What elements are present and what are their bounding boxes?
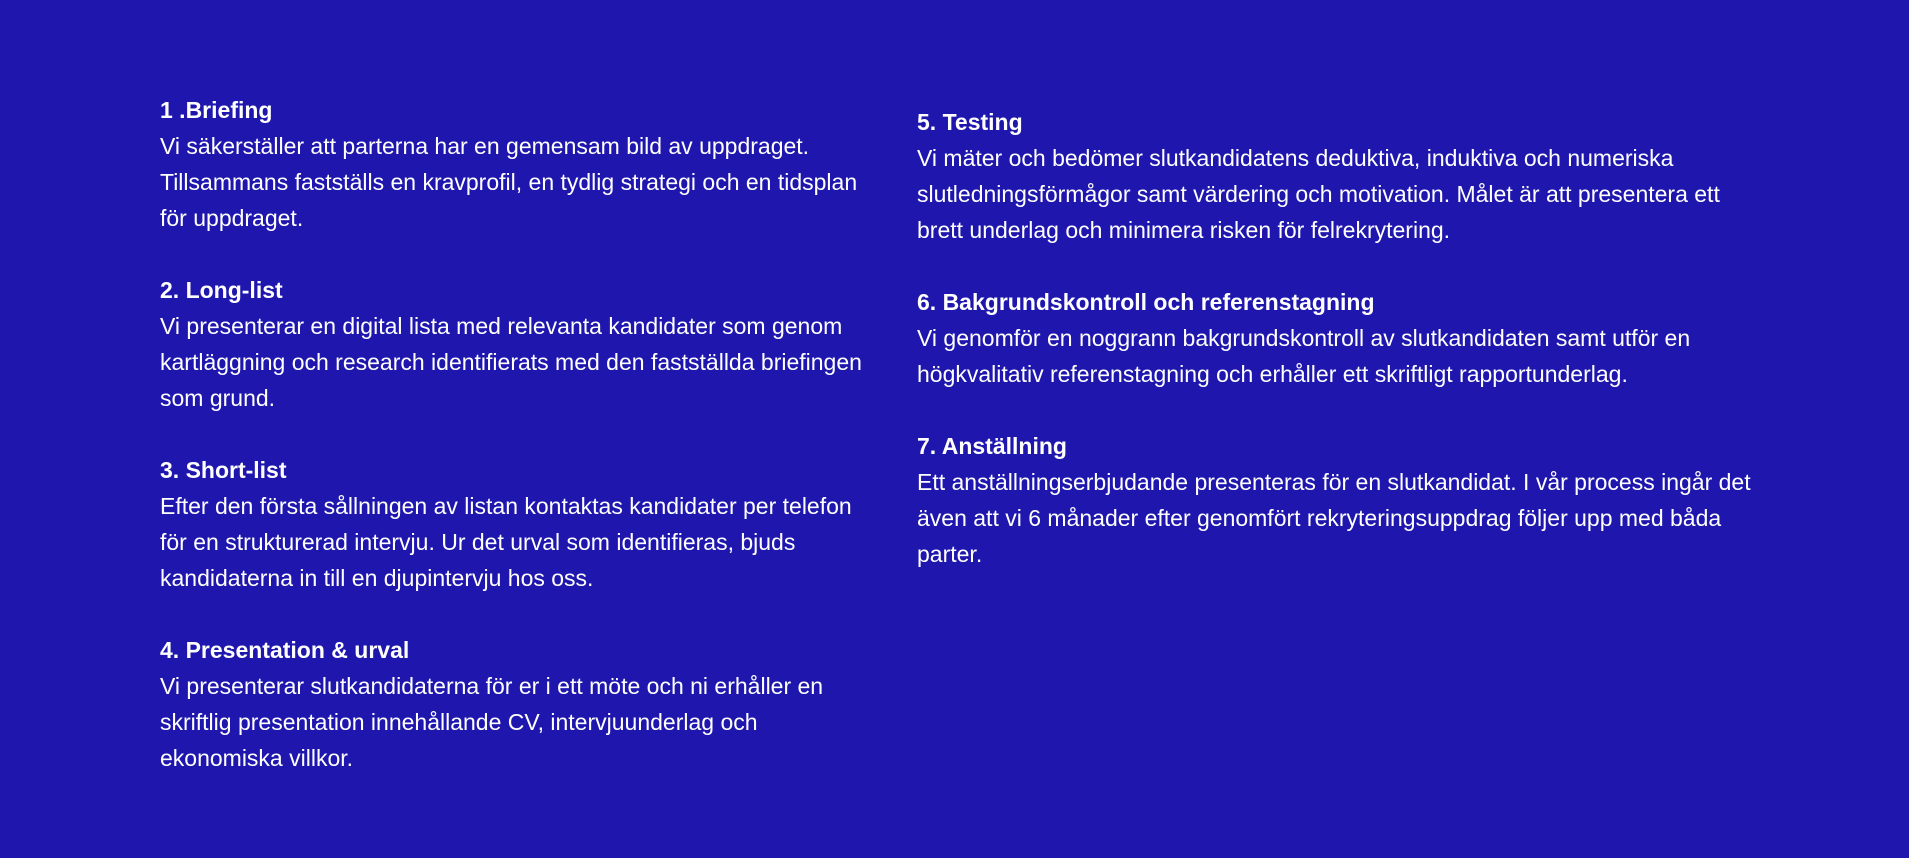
step-title: 1 .Briefing bbox=[160, 97, 273, 123]
step-description: Efter den första sållningen av listan kontaktas kandidater per telefon för en strukturerad intervju. Ur det urval som identifieras, bjuds kandidaterna in till en djupintervju hos oss. bbox=[160, 493, 852, 591]
step-briefing bbox=[160, 92, 880, 236]
step-title: 4. Presentation & urval bbox=[160, 637, 410, 663]
step-anstallning bbox=[917, 428, 1757, 572]
step-testing bbox=[917, 104, 1757, 248]
process-column-right bbox=[917, 104, 1757, 608]
step-description: Vi säkerställer att parterna har en gemensam bild av uppdraget. Tillsammans fastställs en kravprofil, en tydlig strategi och en tidsplan för uppdraget. bbox=[160, 133, 858, 231]
step-long-list bbox=[160, 272, 880, 416]
step-presentation-urval bbox=[160, 632, 880, 776]
step-bakgrundskontroll bbox=[917, 284, 1757, 392]
step-title: 7. Anställning bbox=[917, 433, 1067, 459]
step-description: Vi mäter och bedömer slutkandidatens deduktiva, induktiva och numeriska slutledningsförmågor samt värdering och motivation. Målet är att presentera ett brett underlag och minimera risken för felrekrytering. bbox=[917, 145, 1720, 243]
step-description: Vi genomför en noggrann bakgrundskontroll av slutkandidaten samt utför en högkvalitativ referenstagning och erhåller ett skriftligt rapportunderlag. bbox=[917, 325, 1691, 387]
step-title: 6. Bakgrundskontroll och referenstagning bbox=[917, 289, 1375, 315]
step-title: 5. Testing bbox=[917, 109, 1023, 135]
step-description: Vi presenterar en digital lista med relevanta kandidater som genom kartläggning och research identifierats med den fastställda briefingen som grund. bbox=[160, 313, 862, 411]
step-description: Vi presenterar slutkandidaterna för er i ett möte och ni erhåller en skriftlig presentation innehållande CV, intervjuunderlag och ekonomiska villkor. bbox=[160, 673, 824, 771]
step-title: 2. Long-list bbox=[160, 277, 283, 303]
process-column-left bbox=[160, 92, 880, 812]
step-title: 3. Short-list bbox=[160, 457, 287, 483]
step-description: Ett anställningserbjudande presenteras för en slutkandidat. I vår process ingår det även att vi 6 månader efter genomfört rekryteringsuppdrag följer upp med båda parter. bbox=[917, 469, 1751, 567]
step-short-list bbox=[160, 452, 880, 596]
